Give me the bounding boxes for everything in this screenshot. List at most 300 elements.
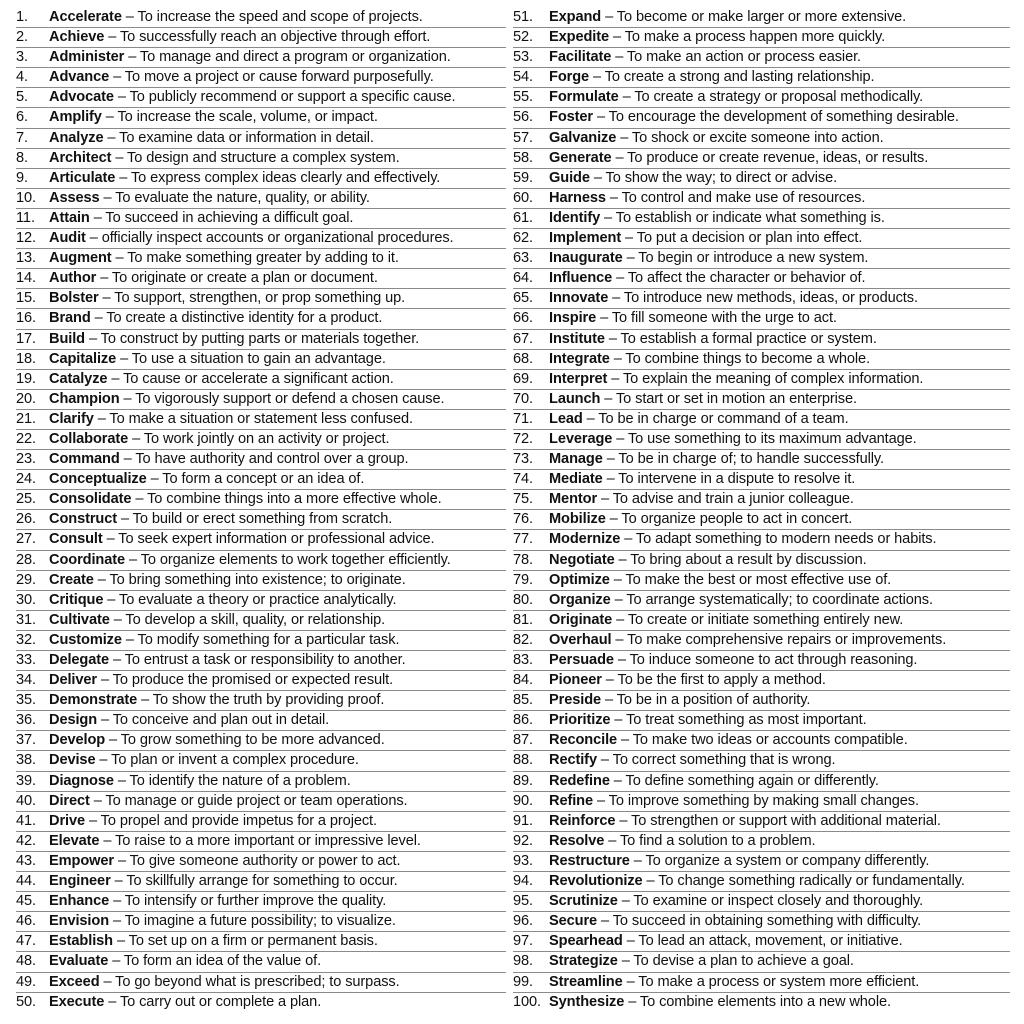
item-term: Advance [49, 69, 110, 86]
item-number: 58. [513, 149, 533, 166]
item-number: 93. [513, 852, 533, 869]
list-item [513, 450, 1010, 470]
item-definition: – To evaluate a theory or practice analytically. [103, 591, 397, 608]
item-number: 54. [513, 69, 533, 86]
list-item [16, 973, 506, 993]
item-term: Spearhead [549, 933, 623, 950]
item-number: 27. [16, 531, 36, 548]
item-term: Develop [49, 732, 106, 749]
item-definition: – To identify the nature of a problem. [113, 772, 351, 789]
item-term: Forge [549, 69, 590, 86]
item-term: Reinforce [549, 812, 616, 829]
item-term: Establish [49, 933, 113, 950]
item-term: Innovate [549, 290, 609, 307]
list-item [513, 852, 1010, 872]
item-number: 1. [16, 9, 28, 25]
item-number: 92. [513, 832, 533, 849]
item-number: 71. [513, 410, 533, 427]
list-item [513, 812, 1010, 832]
item-number: 78. [513, 551, 533, 568]
item-definition: – To use something to its maximum advantage. [612, 430, 917, 447]
item-term: Formulate [549, 89, 619, 106]
item-number: 53. [513, 49, 533, 66]
item-term: Devise [49, 752, 96, 769]
list-item [513, 711, 1010, 731]
list-item [513, 350, 1010, 370]
item-definition: – To fill someone with the urge to act. [596, 310, 837, 327]
list-item [513, 611, 1010, 631]
item-term: Facilitate [549, 49, 612, 66]
item-number: 56. [513, 109, 533, 126]
item-definition: – To entrust a task or responsibility to another. [109, 652, 406, 668]
item-number: 95. [513, 893, 533, 910]
item-definition: – To set up on a firm or permanent basis. [112, 933, 378, 950]
item-term: Overhaul [549, 631, 612, 648]
item-number: 2. [16, 29, 28, 46]
item-term: Scrutinize [549, 893, 618, 910]
item-definition: – To show the truth by providing proof. [137, 692, 385, 709]
list-item [513, 751, 1010, 771]
item-definition: – To express complex ideas clearly and effectively. [115, 169, 441, 186]
item-definition: – To develop a skill, quality, or relationship. [109, 611, 386, 628]
item-definition: – To succeed in obtaining something with difficulty. [597, 913, 922, 930]
list-item [513, 169, 1010, 189]
item-number: 8. [16, 149, 28, 166]
item-term: Direct [49, 792, 90, 809]
item-definition: – To become or make larger or more extensive. [601, 9, 907, 25]
item-term: Revolutionize [549, 873, 643, 890]
list-item [16, 450, 506, 470]
list-item [16, 8, 506, 28]
item-term: Expedite [549, 29, 610, 46]
item-term: Preside [549, 692, 602, 709]
item-definition: – To manage and direct a program or organization. [124, 49, 451, 66]
item-number: 66. [513, 310, 533, 327]
list-item [16, 852, 506, 872]
item-number: 80. [513, 591, 533, 608]
list-item [513, 993, 1010, 1012]
item-definition: – To make a situation or statement less confused. [93, 410, 413, 427]
list-item [513, 229, 1010, 249]
item-term: Build [49, 330, 85, 347]
item-number: 21. [16, 410, 36, 427]
list-item [513, 510, 1010, 530]
item-term: Redefine [549, 772, 610, 789]
item-definition: – To use a situation to gain an advantage. [116, 350, 386, 367]
item-number: 81. [513, 611, 533, 628]
item-definition: – To establish or indicate what something is. [600, 209, 885, 226]
item-number: 100. [513, 993, 542, 1010]
item-number: 91. [513, 812, 533, 829]
list-item [16, 772, 506, 792]
list-item [513, 671, 1010, 691]
item-number: 50. [16, 993, 36, 1010]
item-number: 52. [513, 29, 533, 46]
item-number: 34. [16, 672, 36, 689]
item-definition: – To create a strategy or proposal methodically. [618, 89, 924, 106]
item-term: Resolve [549, 832, 605, 849]
item-term: Amplify [49, 109, 102, 126]
list-item [513, 631, 1010, 651]
item-number: 13. [16, 250, 36, 267]
item-definition: – To succeed in achieving a difficult goal. [89, 209, 354, 226]
item-definition: – To strengthen or support with additional material. [615, 812, 941, 829]
item-number: 28. [16, 551, 36, 568]
item-number: 24. [16, 471, 36, 488]
item-term: Conceptualize [49, 471, 147, 488]
item-definition: – To create or initiate something entirely new. [612, 611, 904, 628]
item-number: 5. [16, 89, 28, 106]
item-term: Lead [549, 410, 583, 427]
item-definition: – To start or set in motion an enterprise. [600, 390, 857, 407]
list-item [16, 751, 506, 771]
list-item [16, 470, 506, 490]
item-term: Diagnose [49, 772, 114, 789]
list-item [16, 571, 506, 591]
item-number: 62. [513, 230, 533, 247]
list-item [16, 390, 506, 410]
item-definition: – To seek expert information or professional advice. [102, 531, 435, 548]
item-number: 25. [16, 491, 36, 508]
item-term: Restructure [549, 852, 630, 869]
item-term: Delegate [49, 652, 110, 668]
item-definition: – To plan or invent a complex procedure. [95, 752, 359, 769]
item-number: 59. [513, 169, 533, 186]
item-number: 31. [16, 611, 36, 628]
item-term: Institute [549, 330, 605, 347]
item-definition: – To advise and train a junior colleague. [597, 491, 854, 508]
item-definition: – officially inspect accounts or organizational procedures. [85, 230, 454, 247]
item-definition: – To arrange systematically; to coordinate actions. [610, 591, 933, 608]
list-item [513, 28, 1010, 48]
item-definition: – To begin or introduce a new system. [622, 250, 869, 267]
item-number: 49. [16, 973, 36, 990]
list-item [513, 309, 1010, 329]
item-definition: – To be in a position of authority. [601, 692, 811, 709]
item-term: Accelerate [49, 9, 122, 25]
item-definition: – To introduce new methods, ideas, or products. [608, 290, 918, 307]
item-term: Inaugurate [549, 250, 623, 267]
list-item [513, 832, 1010, 852]
list-item [513, 772, 1010, 792]
item-number: 77. [513, 531, 533, 548]
item-term: Secure [549, 913, 598, 930]
list-item [16, 229, 506, 249]
item-number: 37. [16, 732, 36, 749]
item-term: Brand [49, 310, 91, 327]
item-term: Critique [49, 591, 104, 608]
item-term: Command [49, 451, 120, 468]
item-number: 10. [16, 189, 36, 206]
item-term: Generate [549, 149, 612, 166]
word-list-column-left [16, 8, 506, 1012]
item-definition: – To adapt something to modern needs or habits. [620, 531, 937, 548]
item-definition: – To devise a plan to achieve a goal. [617, 953, 854, 970]
item-number: 61. [513, 209, 533, 226]
item-number: 42. [16, 832, 36, 849]
item-definition: – To combine things into a more effective whole. [131, 491, 442, 508]
item-term: Launch [549, 390, 601, 407]
item-number: 7. [16, 129, 28, 146]
item-number: 83. [513, 652, 533, 668]
item-definition: – To control and make use of resources. [605, 189, 866, 206]
item-definition: – To correct something that is wrong. [596, 752, 836, 769]
item-term: Modernize [549, 531, 621, 548]
item-definition: – To build or erect something from scratch. [117, 511, 393, 528]
item-definition: – To evaluate the nature, quality, or ability. [99, 189, 370, 206]
item-number: 22. [16, 430, 36, 447]
item-number: 44. [16, 873, 36, 890]
item-definition: – To make two ideas or accounts compatible. [617, 732, 908, 749]
list-item [16, 993, 506, 1012]
item-definition: – To construct by putting parts or materials together. [84, 330, 420, 347]
list-item [513, 571, 1010, 591]
item-term: Foster [549, 109, 594, 126]
item-term: Refine [549, 792, 594, 809]
item-definition: – To organize elements to work together efficiently. [125, 551, 451, 568]
item-number: 26. [16, 511, 36, 528]
item-number: 88. [513, 752, 533, 769]
item-definition: – To design and structure a complex system. [111, 149, 400, 166]
item-number: 64. [513, 270, 533, 287]
item-definition: – To explain the meaning of complex information. [607, 370, 924, 387]
item-term: Reconcile [549, 732, 618, 749]
item-definition: – To give someone authority or power to act. [114, 852, 401, 869]
list-item [513, 68, 1010, 88]
list-item [16, 330, 506, 350]
list-item [513, 8, 1010, 28]
item-term: Identify [549, 209, 601, 226]
list-item [513, 470, 1010, 490]
item-term: Expand [549, 9, 602, 25]
item-definition: – To be the first to apply a method. [601, 672, 826, 689]
item-number: 79. [513, 571, 533, 588]
item-number: 70. [513, 390, 533, 407]
item-term: Collaborate [49, 430, 129, 447]
list-item [513, 591, 1010, 611]
item-number: 72. [513, 430, 533, 447]
list-item [16, 812, 506, 832]
list-item [16, 309, 506, 329]
item-definition: – To find a solution to a problem. [604, 832, 816, 849]
item-term: Cultivate [49, 611, 110, 628]
item-definition: – To have authority and control over a group. [119, 451, 409, 468]
item-definition: – To show the way; to direct or advise. [589, 169, 838, 186]
list-item [16, 169, 506, 189]
item-number: 63. [513, 250, 533, 267]
item-term: Mentor [549, 491, 598, 508]
list-item [513, 651, 1010, 671]
item-term: Architect [49, 149, 112, 166]
list-item [16, 591, 506, 611]
item-number: 55. [513, 89, 533, 106]
list-item [513, 973, 1010, 993]
list-item [16, 370, 506, 390]
list-item [16, 892, 506, 912]
item-definition: – To intensify or further improve the quality. [109, 893, 387, 910]
item-term: Guide [549, 169, 590, 186]
list-item [513, 691, 1010, 711]
list-item [513, 48, 1010, 68]
list-item [16, 88, 506, 108]
item-definition: – To make something greater by adding to it. [111, 250, 399, 267]
list-item [16, 932, 506, 952]
list-item [513, 430, 1010, 450]
list-item [513, 731, 1010, 751]
item-term: Influence [549, 270, 613, 287]
item-definition: – To carry out or complete a plan. [104, 993, 322, 1010]
item-number: 9. [16, 169, 28, 186]
item-term: Enhance [49, 893, 110, 910]
list-item [16, 430, 506, 450]
list-item [513, 490, 1010, 510]
item-definition: – To intervene in a dispute to resolve it. [602, 471, 856, 488]
item-term: Clarify [49, 410, 94, 427]
item-term: Implement [549, 230, 622, 247]
item-term: Harness [549, 189, 606, 206]
item-definition: – To make comprehensive repairs or improvements. [611, 631, 947, 648]
item-term: Execute [49, 993, 105, 1010]
item-term: Strategize [549, 953, 618, 970]
item-number: 16. [16, 310, 36, 327]
item-term: Consult [49, 531, 103, 548]
item-number: 20. [16, 390, 36, 407]
item-term: Design [49, 712, 98, 729]
item-definition: – To go beyond what is prescribed; to surpass. [99, 973, 400, 990]
list-item [513, 792, 1010, 812]
item-definition: – To originate or create a plan or document. [96, 270, 378, 287]
list-item [16, 129, 506, 149]
item-term: Augment [49, 250, 112, 267]
item-number: 39. [16, 772, 36, 789]
item-number: 23. [16, 451, 36, 468]
item-term: Demonstrate [49, 692, 138, 709]
list-item [16, 108, 506, 128]
item-term: Inspire [549, 310, 597, 327]
item-number: 17. [16, 330, 36, 347]
item-term: Construct [49, 511, 118, 528]
item-definition: – To be in charge of; to handle successfully. [602, 451, 884, 468]
list-item [16, 952, 506, 972]
item-definition: – To manage or guide project or team operations. [89, 792, 408, 809]
item-term: Achieve [49, 29, 105, 46]
item-number: 60. [513, 189, 533, 206]
item-number: 45. [16, 893, 36, 910]
item-number: 41. [16, 812, 36, 829]
list-item [513, 872, 1010, 892]
item-term: Advocate [49, 89, 114, 106]
item-definition: – To grow something to be more advanced. [105, 732, 385, 749]
item-term: Integrate [549, 350, 610, 367]
item-number: 57. [513, 129, 533, 146]
item-definition: – To create a strong and lasting relationship. [589, 69, 875, 86]
list-item [16, 410, 506, 430]
item-definition: – To organize people to act in concert. [605, 511, 853, 528]
list-item [16, 631, 506, 651]
list-item [513, 209, 1010, 229]
list-item [513, 551, 1010, 571]
item-number: 43. [16, 852, 36, 869]
item-definition: – To combine things to become a whole. [609, 350, 871, 367]
list-item [513, 370, 1010, 390]
item-definition: – To produce or create revenue, ideas, or results. [611, 149, 929, 166]
list-item [16, 289, 506, 309]
item-definition: – To induce someone to act through reasoning. [613, 652, 918, 668]
list-item [513, 129, 1010, 149]
word-list-column-right [513, 8, 1010, 1012]
item-term: Consolidate [49, 491, 132, 508]
item-term: Deliver [49, 672, 97, 689]
list-item [16, 249, 506, 269]
item-number: 36. [16, 712, 36, 729]
item-number: 99. [513, 973, 533, 990]
item-definition: – To establish a formal practice or system. [604, 330, 877, 347]
item-term: Drive [49, 812, 86, 829]
item-number: 84. [513, 672, 533, 689]
item-number: 51. [513, 9, 533, 25]
item-definition: – To change something radically or fundamentally. [642, 873, 965, 890]
item-term: Articulate [49, 169, 116, 186]
item-number: 87. [513, 732, 533, 749]
item-number: 75. [513, 491, 533, 508]
item-term: Persuade [549, 652, 614, 668]
item-number: 96. [513, 913, 533, 930]
item-term: Champion [49, 390, 120, 407]
item-definition: – To make an action or process easier. [611, 49, 862, 66]
item-number: 14. [16, 270, 36, 287]
list-item [513, 892, 1010, 912]
item-definition: – To successfully reach an objective through effort. [104, 29, 431, 46]
list-item [16, 912, 506, 932]
item-number: 98. [513, 953, 533, 970]
item-definition: – To improve something by making small changes. [593, 792, 919, 809]
item-term: Rectify [549, 752, 597, 769]
item-term: Elevate [49, 832, 100, 849]
item-term: Capitalize [49, 350, 117, 367]
item-term: Envision [49, 913, 110, 930]
item-term: Leverage [549, 430, 613, 447]
list-item [16, 651, 506, 671]
list-item [513, 330, 1010, 350]
item-term: Optimize [549, 571, 610, 588]
item-number: 29. [16, 571, 36, 588]
item-definition: – To shock or excite someone into action. [616, 129, 884, 146]
item-definition: – To create a distinctive identity for a product. [90, 310, 383, 327]
list-item [513, 932, 1010, 952]
item-definition: – To lead an attack, movement, or initiative. [622, 933, 903, 950]
list-item [16, 28, 506, 48]
item-number: 97. [513, 933, 533, 950]
item-number: 69. [513, 370, 533, 387]
item-number: 68. [513, 350, 533, 367]
item-definition: – To vigorously support or defend a chosen cause. [119, 390, 445, 407]
item-number: 48. [16, 953, 36, 970]
item-number: 15. [16, 290, 36, 307]
list-item [16, 269, 506, 289]
item-definition: – To form an idea of the value of. [108, 953, 322, 970]
item-term: Administer [49, 49, 125, 66]
item-definition: – To support, strengthen, or prop something up. [98, 290, 406, 307]
list-item [513, 269, 1010, 289]
item-definition: – To skillfully arrange for something to occur. [110, 873, 398, 890]
item-number: 46. [16, 913, 36, 930]
item-number: 65. [513, 290, 533, 307]
item-definition: – To increase the speed and scope of projects. [121, 9, 423, 25]
item-definition: – To examine data or information in detail. [103, 129, 374, 146]
item-number: 73. [513, 451, 533, 468]
item-term: Create [49, 571, 94, 588]
list-item [16, 490, 506, 510]
